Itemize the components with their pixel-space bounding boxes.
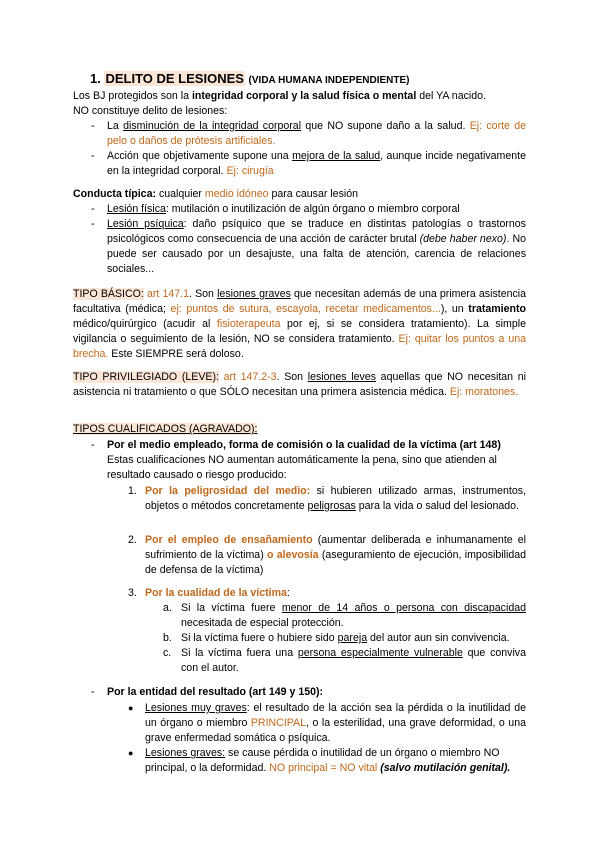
list-item: Por el empleo de ensañamiento (aumentar deliberada e inhumanamente el sufrimiento de la víctima) o alevosía (aseguramiento de ejecución, imposibilidad de defensa de la víctima) <box>145 534 527 576</box>
list-letter: c. <box>163 647 172 659</box>
list-item: Lesiones graves: se cause pérdida o inutilidad de un órgano o miembro NO principal, o la deformidad. NO principal = NO vital (salvo mutilación genital). <box>145 747 511 774</box>
resultado-head: Por la entidad del resultado (art 149 y 150): <box>107 686 324 698</box>
list-number: 3. <box>128 587 137 599</box>
conducta-tipica: Conducta típica: cualquier medio idóneo para causar lesión <box>73 188 359 200</box>
list-letter: a. <box>163 602 172 614</box>
list-item: Por la peligrosidad del medio: si hubieren utilizado armas, instrumentos, objetos o métodos concretamente peligrosas para la vida o salud del lesionado. <box>145 485 526 512</box>
list-item: Si la víctima fuere o hubiere sido pareja del autor aun sin convivencia. <box>181 632 510 644</box>
list-item: La disminución de la integridad corporal que NO supone daño a la salud. Ej: corte de pelo o daños de prótesis artificiales. <box>107 120 527 147</box>
dash-bullet: - <box>91 120 95 132</box>
list-item: Lesión física: mutilación o inutilización de algún órgano o miembro corporal <box>107 203 460 215</box>
list-item: Acción que objetivamente supone una mejora de la salud, aunque incide negativamente en la integridad corporal. Ej: cirugía <box>107 150 526 177</box>
dot-bullet: ● <box>128 703 134 713</box>
dash-bullet: - <box>91 150 95 162</box>
dash-bullet: - <box>91 439 95 451</box>
list-item: Lesión psíquica: daño psíquico que se traduce en distintas patologías o trastornos psicológicos como consecuencia de una acción de carácter brutal (debe haber nexo). No puede ser causado por un desajuste, una falta de atención, carencia de relaciones sociales... <box>107 218 526 275</box>
dot-bullet: ● <box>128 748 134 758</box>
tipo-privilegiado: TIPO PRIVILEGIADO (LEVE): art 147.2-3. Son lesiones leves aquellas que NO necesitan ni asistencia ni tratamiento o que SÓLO necesitan una primera asistencia médica. Ej: moratones. <box>73 371 526 398</box>
dash-bullet: - <box>91 203 95 215</box>
list-number: 1. <box>128 485 137 497</box>
medio-desc: Estas cualificaciones NO aumentan automáticamente la pena, sino que atienden al resultado causado o riesgo producido: <box>107 454 497 481</box>
list-number: 2. <box>128 534 137 546</box>
dash-bullet: - <box>91 686 95 698</box>
title-main: DELITO DE LESIONES <box>105 71 244 86</box>
list-item: Por la cualidad de la víctima: <box>145 587 290 599</box>
list-item: Lesiones muy graves: el resultado de la acción sea la pérdida o la inutilidad de un órgano o miembro PRINCIPAL, o la esterilidad, una grave deformidad, o una grave enfermedad somática o psíquica. <box>145 702 526 744</box>
list-item: Si la víctima fuere menor de 14 años o persona con discapacidad necesitada de especial protección. <box>181 602 527 629</box>
intro-paragraph: Los BJ protegidos son la integridad corporal y la salud física o mental del YA nacido. NO constituye delito de lesiones: <box>73 90 486 117</box>
list-item: Si la víctima fuera una persona especialmente vulnerable que conviva con el autor. <box>181 647 526 674</box>
section-title: 1. DELITO DE LESIONES (VIDA HUMANA INDEPENDIENTE) <box>90 71 410 86</box>
title-sub: (VIDA HUMANA INDEPENDIENTE) <box>248 75 410 86</box>
list-letter: b. <box>163 632 172 644</box>
tipo-basico: TIPO BÁSICO: art 147.1. Son lesiones graves que necesitan además de una primera asistencia facultativa (médica; ej: puntos de sutura, escayola, recetar medicamentos...), un tratamiento médico/quirúrgico (acudir al fisioterapeuta por ej, si se considera tratamiento). La simple vigilancia o seguimiento de la lesión, NO se considera tratamiento. Ej: quitar los puntos a una brecha. Este SIEMPRE será doloso. <box>73 288 527 360</box>
medio-head: Por el medio empleado, forma de comisión o la cualidad de la víctima (art 148) <box>107 439 501 451</box>
dash-bullet: - <box>91 218 95 230</box>
tipos-cualificados-label: TIPOS CUALIFICADOS (AGRAVADO): <box>73 423 258 435</box>
